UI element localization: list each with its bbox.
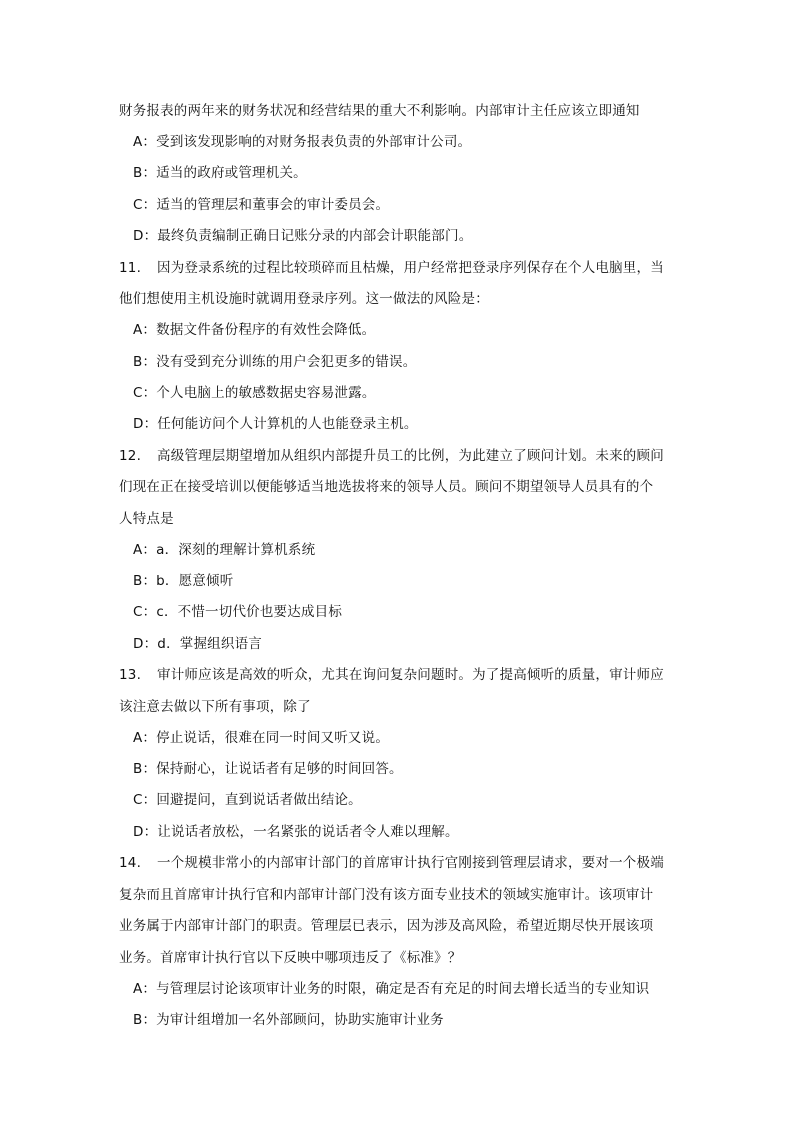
question-text: 因为登录系统的过程比较琐碎而且枯燥，用户经常把登录序列保存在个人电脑里，当 xyxy=(157,260,664,276)
question-text: 审计师应该是高效的听众，尤其在询问复杂问题时。为了提高倾听的质量，审计师应 xyxy=(157,667,664,683)
answer-option: A：数据文件备份程序的有效性会降低。 xyxy=(133,322,376,338)
paragraph-line: 人特点是 xyxy=(119,511,174,527)
question-number: 12. xyxy=(119,448,142,464)
answer-option: D：最终负责编制正确日记账分录的内部会计职能部门。 xyxy=(133,228,473,244)
answer-option: A：停止说话，很难在同一时间又听又说。 xyxy=(133,730,390,746)
answer-option: A：受到该发现影响的对财务报表负责的外部审计公司。 xyxy=(133,134,472,150)
answer-option: D：让说话者放松，一名紧张的说话者令人难以理解。 xyxy=(133,824,459,840)
answer-option: B：保持耐心，让说话者有足够的时间回答。 xyxy=(133,761,403,777)
question-heading xyxy=(119,853,664,873)
paragraph-line: 该注意去做以下所有事项，除了 xyxy=(119,699,311,715)
paragraph-line: 财务报表的两年来的财务状况和经营结果的重大不利影响。内部审计主任应该立即通知 xyxy=(119,103,640,119)
question-number: 14. xyxy=(119,855,142,871)
question-text: 高级管理层期望增加从组织内部提升员工的比例，为此建立了顾问计划。未来的顾问 xyxy=(157,448,664,464)
answer-option: A：a．深刻的理解计算机系统 xyxy=(133,542,316,558)
paragraph-line: 复杂而且首席审计执行官和内部审计部门没有该方面专业技术的领域实施审计。该项审计 xyxy=(119,887,654,903)
paragraph-line: 业务属于内部审计部门的职责。管理层已表示，因为涉及高风险，希望近期尽快开展该项 xyxy=(119,918,654,934)
answer-option: C：个人电脑上的敏感数据史容易泄露。 xyxy=(133,385,376,401)
question-heading xyxy=(119,258,664,278)
paragraph-line: 们现在正在接受培训以便能够适当地选拔将来的领导人员。顾问不期望领导人员具有的个 xyxy=(119,479,654,495)
answer-option: C：适当的管理层和董事会的审计委员会。 xyxy=(133,197,390,213)
question-heading xyxy=(119,665,664,685)
answer-option: C：回避提问，直到说话者做出结论。 xyxy=(133,792,362,808)
answer-option: B：为审计组增加一名外部顾问，协助实施审计业务 xyxy=(133,1012,444,1028)
answer-option: B：没有受到充分训练的用户会犯更多的错误。 xyxy=(133,354,417,370)
question-text: 一个规模非常小的内部审计部门的首席审计执行官刚接到管理层请求，要对一个极端 xyxy=(157,855,664,871)
answer-option: B：适当的政府或管理机关。 xyxy=(133,165,307,181)
paragraph-line: 他们想使用主机设施时就调用登录序列。这一做法的风险是： xyxy=(119,291,489,307)
answer-option: A：与管理层讨论该项审计业务的时限，确定是否有充足的时间去增长适当的专业知识 xyxy=(133,981,650,997)
question-number: 13. xyxy=(119,667,142,683)
question-number: 11. xyxy=(119,260,142,276)
answer-option: D：任何能访问个人计算机的人也能登录主机。 xyxy=(133,416,418,432)
paragraph-line: 业务。首席审计执行官以下反映中哪项违反了《标准》？ xyxy=(119,950,462,966)
question-heading xyxy=(119,446,664,466)
answer-option: B：b．愿意倾听 xyxy=(133,573,234,589)
answer-option: C：c．不惜一切代价也要达成目标 xyxy=(133,604,343,620)
answer-option: D：d．掌握组织语言 xyxy=(133,636,262,652)
